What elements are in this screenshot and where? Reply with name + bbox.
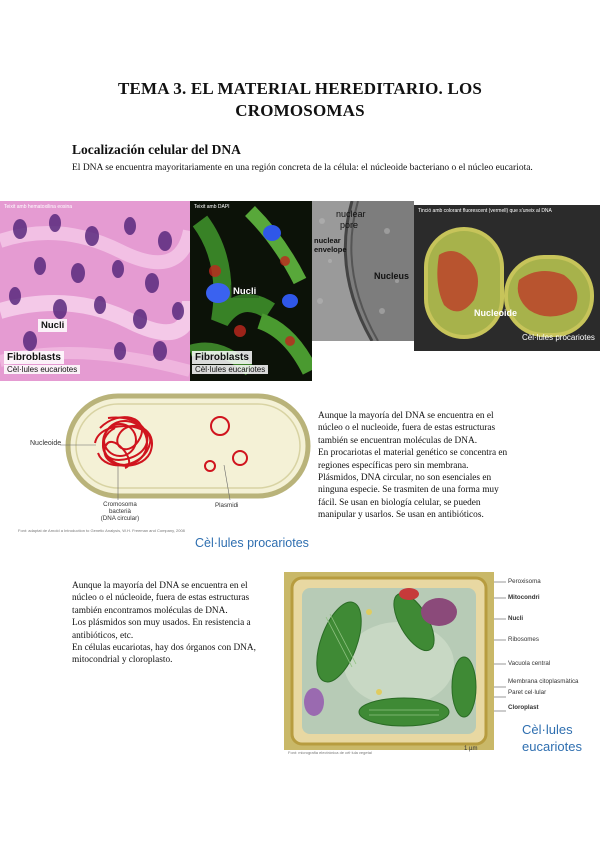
histology-note: Teixit amb hematoxilina eosina	[4, 204, 73, 210]
fluorescence-nuclei-label: Nucli	[230, 285, 259, 298]
paragraph-eukaryote	[72, 580, 256, 667]
bacteria-note: Tinció amb colorant fluorescent (vermell) que s'uneix al DNA	[418, 208, 552, 214]
plant-cell-scale: 1 µm	[464, 746, 478, 752]
paragraph-line: también se encuentran moléculas de DNA.	[318, 435, 478, 446]
bacteria-caption: Cèl·lules procariotes	[522, 333, 595, 342]
paragraph-line: mitocondrial y cloroplasto.	[72, 655, 173, 666]
page-title	[40, 78, 560, 122]
em-label-pore: pore	[340, 220, 359, 230]
paragraph-line: manipular y usarlos. Se usan en antibióticos.	[318, 510, 484, 521]
eukaryote-caption	[522, 721, 582, 755]
plant-cell-footnote: Font: micrografia electrònica de cèl·lula vegetal	[288, 750, 372, 755]
fluorescence-figure	[190, 201, 312, 381]
diagram-footnote: Font: adaptat de Arnold a Introduction to Genetic Analysis, W.H. Freeman and Company, 2008	[18, 528, 185, 533]
diagram-chromosome-line3: (DNA circular)	[100, 515, 140, 522]
histology-fibroblasts-label: Fibroblasts	[4, 351, 64, 364]
fluorescence-eukaryote-label: Cèl·lules eucariotes	[192, 365, 268, 374]
paragraph-line: En procariotas el material genético se concentra en	[318, 448, 508, 459]
section-heading: Localización celular del DNA	[72, 142, 241, 157]
paragraph-prokaryote	[318, 410, 507, 522]
bacteria-nucleoid-label: Nucleoide	[474, 308, 518, 318]
diagram-chromosome-line1: Cromosoma	[103, 501, 137, 508]
diagram-chromosome-label	[100, 501, 140, 522]
paragraph-line: núcleo o el nucleoide, fuera de estas estructuras	[318, 423, 496, 434]
paragraph-line: antibióticos, etc.	[72, 630, 134, 641]
eukaryote-caption-line2: eucariotes	[522, 739, 582, 754]
em-label-nuclear2: nuclear	[314, 236, 341, 245]
paragraph-line: ninguna especie. Se trasmiten de una forma muy	[318, 485, 499, 496]
legend-chloroplast: Cloroplast	[508, 704, 539, 711]
plant-cell-leader-svg	[494, 576, 506, 746]
legend-nucleus: Nucli	[508, 615, 524, 622]
paragraph-line: Aunque la mayoría del DNA se encuentra en el	[72, 581, 248, 591]
paragraph-line: Los plásmidos son muy usados. En resistencia a	[72, 618, 251, 629]
plant-cell-image	[284, 572, 494, 750]
page-title-line2: CROMOSOMAS	[235, 101, 365, 120]
prokaryote-diagram	[0, 388, 315, 548]
plant-cell-leader-lines	[494, 576, 504, 746]
eukaryote-caption-line1: Cèl·lules	[522, 722, 573, 737]
paragraph-line: núcleo o el núcleoide, fuera de estas estructuras	[72, 593, 250, 604]
legend-cell-wall: Paret cel·lular	[508, 689, 547, 696]
histology-figure	[0, 201, 190, 381]
legend-mitochondrion: Mitocondri	[508, 594, 540, 601]
legend-ribosomes: Ribosomes	[508, 636, 539, 643]
em-label-nuclear: nuclear	[336, 209, 366, 219]
histology-nuclei-label: Nucli	[38, 319, 67, 332]
legend-vacuole: Vacuola central	[508, 660, 551, 667]
bacteria-em-image	[414, 205, 600, 351]
paragraph-line: regiones específicas pero sin membrana.	[318, 460, 469, 471]
prokaryote-cell-illustration	[0, 388, 315, 528]
em-nucleus-figure	[312, 201, 414, 341]
legend-membrane: Membrana citoplasmàtica	[508, 678, 579, 685]
paragraph-line: Aunque la mayoría del DNA se encuentra en el	[318, 411, 494, 421]
paragraph-line: En células eucariotas, hay dos órganos con DNA,	[72, 643, 256, 654]
bacteria-em-figure	[414, 205, 600, 351]
legend-peroxisome: Peroxisoma	[508, 578, 541, 585]
paragraph-line: también encontramos moléculas de DNA.	[72, 605, 228, 616]
page-title-line1: TEMA 3. EL MATERIAL HEREDITARIO. LOS	[117, 79, 483, 98]
em-label-envelope: envelope	[314, 245, 347, 254]
intro-paragraph: El DNA se encuentra mayoritariamente en una región concreta de la célula: el núcleoide bacteriano o el núcleo eucariota.	[72, 163, 533, 173]
diagram-nucleoid-label: Nucleoide	[30, 440, 62, 447]
histology-eukaryote-label: Cèl·lules eucariotes	[4, 365, 80, 374]
prokaryote-caption: Cèl·lules procariotes	[195, 536, 309, 550]
paragraph-line: Plásmidos, DNA circular, no son esenciales en	[318, 473, 492, 484]
diagram-plasmid-label: Plasmidi	[215, 502, 239, 509]
paragraph-line: fácil. Se usan en biología celular, se pueden	[318, 497, 481, 508]
fluorescence-fibroblasts-label: Fibroblasts	[192, 351, 252, 364]
diagram-chromosome-line2: bacterià	[108, 508, 131, 515]
fluorescence-note: Teixit amb DAPI	[194, 204, 230, 210]
em-label-nucleus: Nucleus	[374, 271, 410, 281]
